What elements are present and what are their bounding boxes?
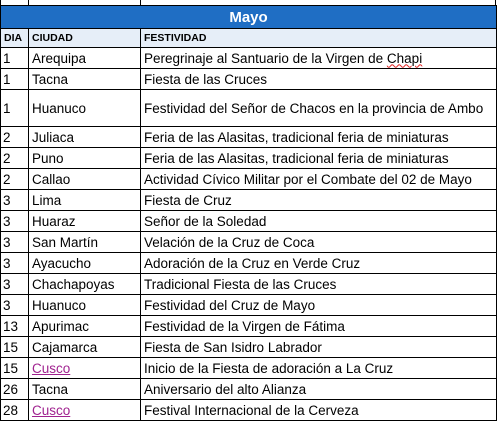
column-header-row [1,29,497,48]
festivity-cell: Fiesta de Cruz [141,190,497,211]
day-cell: 1 [1,90,29,127]
table-row [1,400,497,421]
city-cell: San Martín [29,232,141,253]
city-cell: Ayacucho [29,253,141,274]
day-cell: 3 [1,190,29,211]
festivities-table [0,5,497,421]
city-cell: Tacna [29,69,141,90]
festivity-cell: Velación de la Cruz de Coca [141,232,497,253]
table-row [1,295,497,316]
festivity-cell: Fiesta de las Cruces [141,69,497,90]
table-row [1,274,497,295]
city-cell: Chachapoyas [29,274,141,295]
day-cell: 3 [1,295,29,316]
festivity-cell: Festividad del Señor de Chacos en la provincia de Ambo [141,90,497,127]
table-row [1,90,497,127]
day-cell: 1 [1,48,29,69]
city-cell: Arequipa [29,48,141,69]
festivity-cell: Tradicional Fiesta de las Cruces [141,274,497,295]
day-cell: 28 [1,400,29,421]
column-header-dia: DIA [1,29,29,48]
festivity-cell: Aniversario del alto Alianza [141,379,497,400]
column-header-festividad: FESTIVIDAD [141,29,497,48]
festivity-cell: Señor de la Soledad [141,211,497,232]
day-cell: 15 [1,337,29,358]
table-row [1,148,497,169]
city-cell: Cajamarca [29,337,141,358]
table-row [1,211,497,232]
table-row [1,69,497,90]
city-cell: Huanuco [29,295,141,316]
city-cell: Puno [29,148,141,169]
festivity-cell: Actividad Cívico Militar por el Combate del 02 de Mayo [141,169,497,190]
table-row [1,379,497,400]
city-cell: Juliaca [29,127,141,148]
table-row [1,48,497,69]
day-cell: 2 [1,148,29,169]
city-link-cusco[interactable]: Cusco [32,402,71,418]
day-cell: 13 [1,316,29,337]
city-cell: Lima [29,190,141,211]
table-row [1,358,497,379]
festivity-cell: Feria de las Alasitas, tradicional feria de miniaturas [141,148,497,169]
table-row [1,253,497,274]
city-cell [29,358,141,379]
city-cell: Apurimac [29,316,141,337]
day-cell: 26 [1,379,29,400]
city-cell: Tacna [29,379,141,400]
table-row [1,127,497,148]
day-cell: 3 [1,232,29,253]
spellcheck-word: Chapi [386,50,423,66]
city-cell: Callao [29,169,141,190]
festivity-cell: Adoración de la Cruz en Verde Cruz [141,253,497,274]
city-cell: Huaraz [29,211,141,232]
table-row [1,169,497,190]
city-cell [29,400,141,421]
month-title: Mayo [1,6,497,29]
festivity-cell: Festividad de la Virgen de Fátima [141,316,497,337]
city-cell: Huanuco [29,90,141,127]
festivity-cell: Inicio de la Fiesta de adoración a La Cruz [141,358,497,379]
column-header-ciudad: CIUDAD [29,29,141,48]
table-row [1,337,497,358]
day-cell: 2 [1,127,29,148]
table-row [1,190,497,211]
city-link-cusco[interactable]: Cusco [32,360,71,376]
festivity-cell: Feria de las Alasitas, tradicional feria de miniaturas [141,127,497,148]
day-cell: 3 [1,274,29,295]
festivity-cell: Festival Internacional de la Cerveza [141,400,497,421]
day-cell: 2 [1,169,29,190]
festivity-cell: Festividad del Cruz de Mayo [141,295,497,316]
table-row [1,232,497,253]
festivity-cell [141,48,497,69]
festivity-cell: Fiesta de San Isidro Labrador [141,337,497,358]
day-cell: 3 [1,253,29,274]
day-cell: 3 [1,211,29,232]
table-row [1,316,497,337]
day-cell: 15 [1,358,29,379]
festivity-text: Peregrinaje al Santuario de la Virgen de [144,50,387,66]
day-cell: 1 [1,69,29,90]
